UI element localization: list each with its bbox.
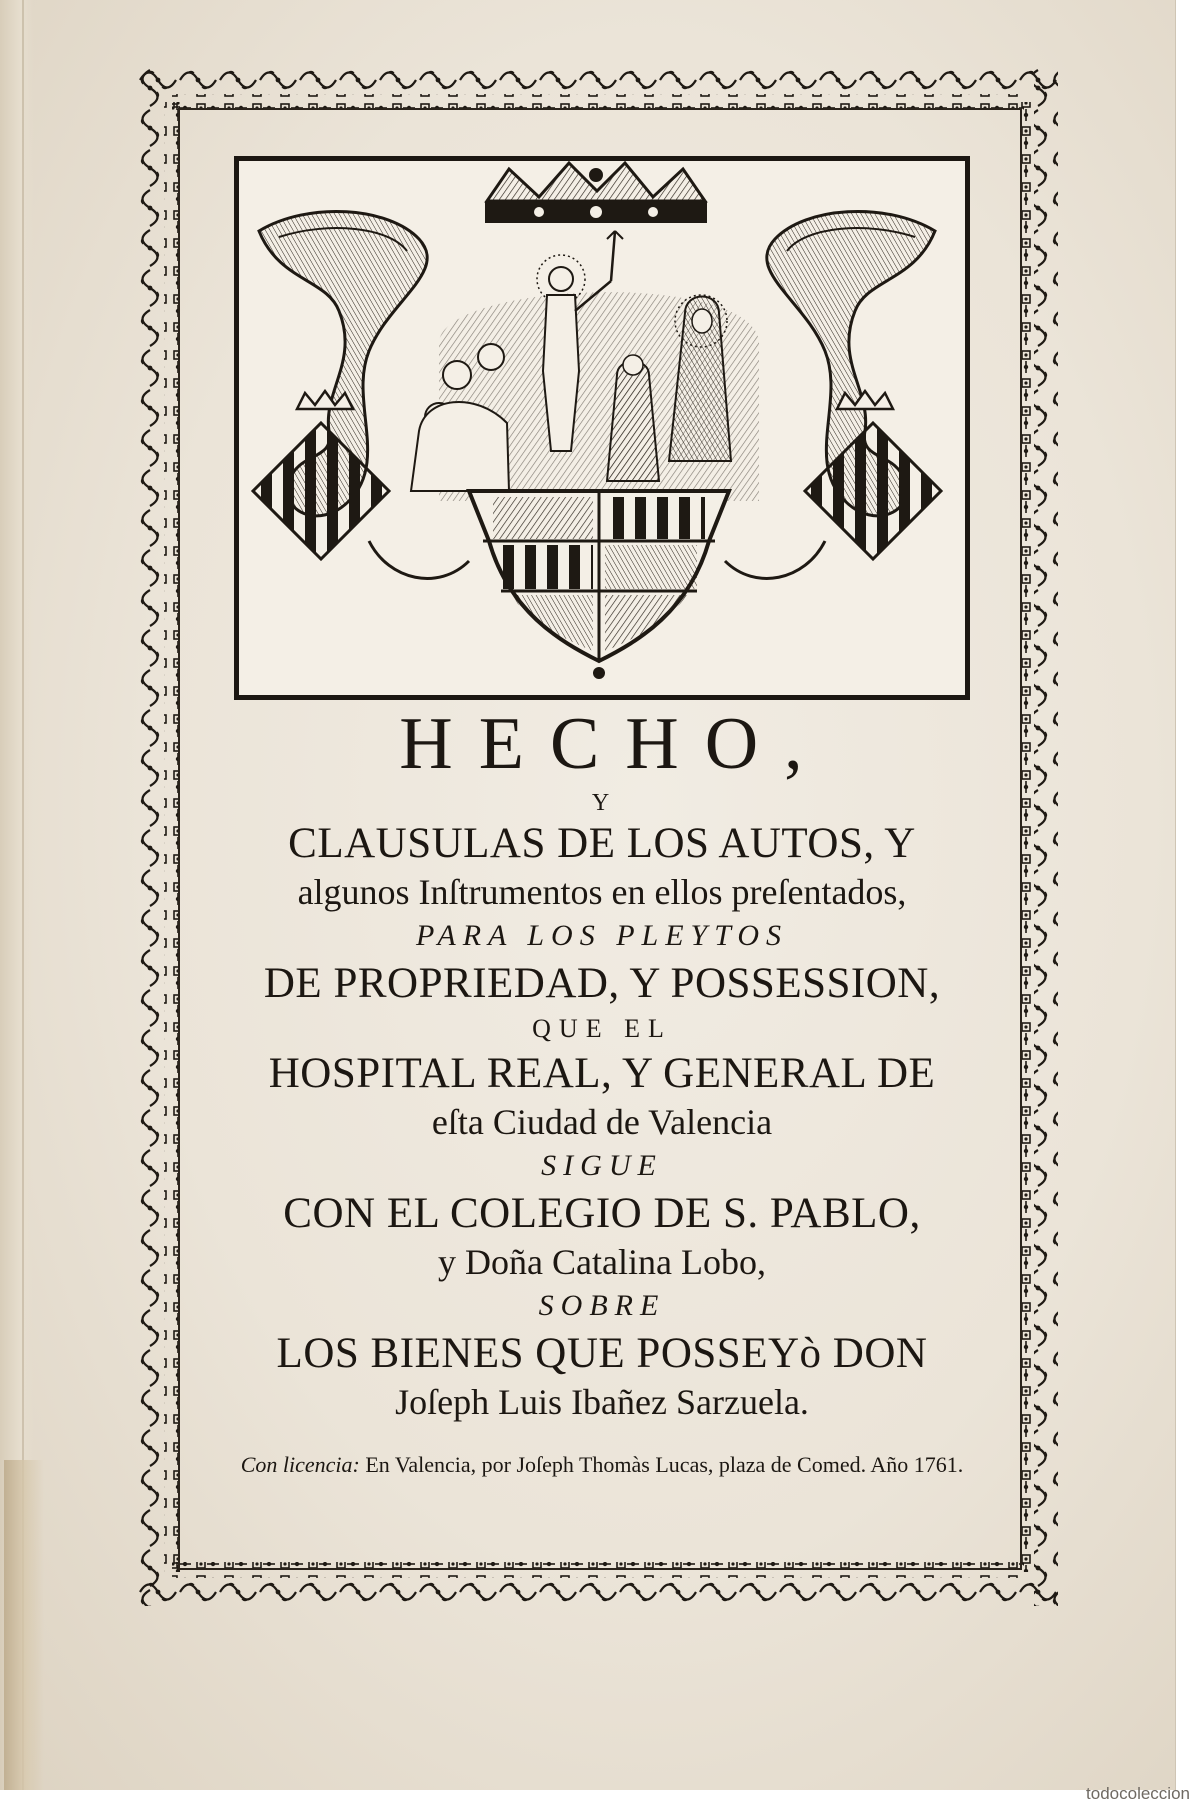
joseph-line: Joſeph Luis Ibañez Sarzuela. — [395, 1382, 809, 1422]
imprint-details: En Valencia, por Joſeph Thomàs Lucas, plaza de Comed. Año 1761. — [365, 1452, 964, 1477]
ciudad-line: eſta Ciudad de Valencia — [431, 1102, 773, 1142]
sigue-line: SIGUE — [541, 1149, 663, 1182]
title-page-text — [234, 700, 970, 1480]
main-title: HECHO, — [399, 703, 829, 785]
que-el-line: QUE EL — [532, 1014, 672, 1043]
catalina-line: y Doña Catalina Lobo, — [438, 1242, 766, 1282]
sobre-line: SOBRE — [538, 1289, 666, 1322]
bienes-line: LOS BIENES QUE POSSEYò DON — [276, 1330, 928, 1377]
watermark-text: todocoleccion — [1086, 1784, 1190, 1803]
instrumentos-line: algunos Inſtrumentos en ellos preſentados, — [297, 872, 907, 912]
right-shield-icon — [805, 391, 941, 559]
clausulas-line: CLAUSULAS DE LOS AUTOS, Y — [288, 820, 916, 867]
paper-stain — [4, 1460, 44, 1790]
hospital-line: HOSPITAL REAL, Y GENERAL DE — [268, 1050, 936, 1097]
pleytos-line: PARA LOS PLEYTOS — [415, 919, 789, 952]
religious-scene-illustration — [411, 231, 759, 501]
left-shield-icon — [253, 391, 389, 559]
woodcut-coat-of-arms — [234, 156, 970, 700]
imprint-line — [234, 1450, 970, 1480]
royal-shield-icon — [469, 491, 729, 679]
imprint-license: Con licencia: — [240, 1452, 360, 1477]
colegio-line: CON EL COLEGIO DE S. PABLO, — [283, 1190, 921, 1237]
conjunction-line: Y — [591, 790, 613, 816]
propiedad-line: DE PROPRIEDAD, Y POSSESSION, — [263, 960, 941, 1007]
central-crown-icon — [485, 163, 707, 223]
